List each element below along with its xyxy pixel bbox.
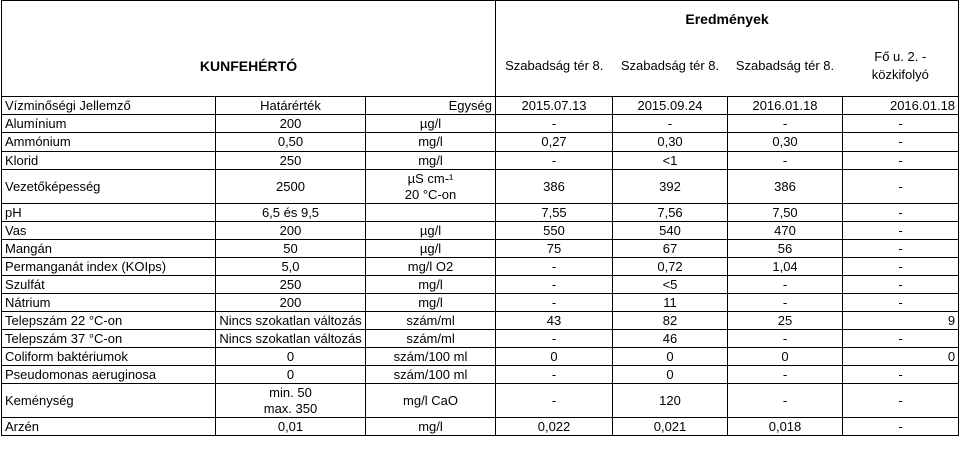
- result-value: -: [843, 418, 959, 436]
- limit-value: 250: [216, 276, 366, 294]
- location-header-1: Szabadság tér 8.: [496, 37, 613, 97]
- unit-value: mg/l: [366, 152, 496, 170]
- result-value: 392: [613, 170, 728, 204]
- parameter-name: Klorid: [2, 152, 216, 170]
- parameter-name: Telepszám 22 °C-on: [2, 312, 216, 330]
- result-value: -: [843, 115, 959, 133]
- parameter-name: Nátrium: [2, 294, 216, 312]
- limit-value: 200: [216, 222, 366, 240]
- result-value: -: [728, 366, 843, 384]
- result-value: -: [496, 152, 613, 170]
- limit-value: 0: [216, 366, 366, 384]
- result-value: 9: [843, 312, 959, 330]
- result-value: -: [728, 152, 843, 170]
- result-value: 1,04: [728, 258, 843, 276]
- unit-line-2: 20 °C-on: [404, 186, 457, 202]
- result-value: 0,72: [613, 258, 728, 276]
- result-value: 550: [496, 222, 613, 240]
- results-header: Eredmények: [496, 1, 959, 37]
- location-header-4: Fő u. 2. - közkifolyó: [843, 37, 959, 97]
- result-value: -: [496, 384, 613, 418]
- table-row: [2, 276, 959, 294]
- result-value: -: [843, 294, 959, 312]
- result-value: 0,022: [496, 418, 613, 436]
- result-value: -: [728, 276, 843, 294]
- unit-value: mg/l CaO: [366, 384, 496, 418]
- parameter-name: Coliform baktériumok: [2, 348, 216, 366]
- parameter-name: Vezetőképesség: [2, 170, 216, 204]
- limit-value: 200: [216, 115, 366, 133]
- result-value: -: [843, 258, 959, 276]
- result-value: 540: [613, 222, 728, 240]
- parameter-name: Telepszám 37 °C-on: [2, 330, 216, 348]
- result-value: -: [728, 384, 843, 418]
- result-value: 0: [613, 348, 728, 366]
- result-value: 0: [496, 348, 613, 366]
- unit-value: szám/ml: [366, 330, 496, 348]
- unit-value: mg/l: [366, 276, 496, 294]
- result-value: 75: [496, 240, 613, 258]
- result-value: 0: [613, 366, 728, 384]
- unit-line-1: µS cm-¹: [407, 170, 454, 186]
- table-row: [2, 330, 959, 348]
- table-row: [2, 294, 959, 312]
- parameter-name: pH: [2, 204, 216, 222]
- limit-value: 250: [216, 152, 366, 170]
- result-value: 0,021: [613, 418, 728, 436]
- limit-value: 50: [216, 240, 366, 258]
- limit-min: min. 50: [269, 384, 312, 400]
- result-value: -: [843, 222, 959, 240]
- unit-value: µg/l: [366, 115, 496, 133]
- unit-value: µg/l: [366, 240, 496, 258]
- result-value: 67: [613, 240, 728, 258]
- parameter-name: Alumínium: [2, 115, 216, 133]
- table-row: [2, 133, 959, 152]
- result-value: 56: [728, 240, 843, 258]
- limit-value: 0: [216, 348, 366, 366]
- unit-value: mg/l: [366, 418, 496, 436]
- limit-value: 0,50: [216, 133, 366, 152]
- result-value: -: [843, 152, 959, 170]
- parameter-name: Vas: [2, 222, 216, 240]
- result-value: 7,56: [613, 204, 728, 222]
- result-value: 0,018: [728, 418, 843, 436]
- result-value: -: [843, 366, 959, 384]
- result-value: <1: [613, 152, 728, 170]
- parameter-name: Pseudomonas aeruginosa: [2, 366, 216, 384]
- result-value: -: [496, 258, 613, 276]
- result-value: 11: [613, 294, 728, 312]
- result-value: -: [496, 276, 613, 294]
- limit-value: Nincs szokatlan változás: [216, 312, 366, 330]
- location-header-3: Szabadság tér 8.: [728, 37, 843, 97]
- result-value: -: [613, 115, 728, 133]
- unit-value: mg/l: [366, 133, 496, 152]
- limit-value: Nincs szokatlan változás: [216, 330, 366, 348]
- column-header-limit: Határérték: [216, 97, 366, 115]
- table-row: [2, 258, 959, 276]
- column-header-unit: Egység: [366, 97, 496, 115]
- result-value: -: [843, 170, 959, 204]
- parameter-name: Permanganát index (KOIps): [2, 258, 216, 276]
- result-value: 0,27: [496, 133, 613, 152]
- table-row: [2, 418, 959, 436]
- result-value: -: [843, 240, 959, 258]
- result-value: -: [843, 204, 959, 222]
- result-value: 82: [613, 312, 728, 330]
- table-row: [2, 384, 959, 418]
- location-header-2: Szabadság tér 8.: [613, 37, 728, 97]
- unit-value: szám/100 ml: [366, 348, 496, 366]
- parameter-name: Arzén: [2, 418, 216, 436]
- result-value: 120: [613, 384, 728, 418]
- table-row: [2, 240, 959, 258]
- limit-value: 200: [216, 294, 366, 312]
- site-title: KUNFEHÉRTÓ: [2, 37, 496, 97]
- limit-value: 0,01: [216, 418, 366, 436]
- limit-max: max. 350: [263, 400, 318, 416]
- parameter-name: Szulfát: [2, 276, 216, 294]
- result-value: -: [843, 276, 959, 294]
- table-row: [2, 170, 959, 204]
- column-header-date-1: 2015.07.13: [496, 97, 613, 115]
- parameter-name: Ammónium: [2, 133, 216, 152]
- table-row: [2, 152, 959, 170]
- table-row: [2, 348, 959, 366]
- result-value: -: [496, 366, 613, 384]
- table-row: [2, 222, 959, 240]
- result-value: 0,30: [613, 133, 728, 152]
- result-value: 25: [728, 312, 843, 330]
- column-header-parameter: Vízminőségi Jellemző: [2, 97, 216, 115]
- title-spacer: [2, 1, 496, 37]
- table-row: [2, 312, 959, 330]
- result-value: -: [728, 294, 843, 312]
- result-value: 43: [496, 312, 613, 330]
- column-header-date-2: 2015.09.24: [613, 97, 728, 115]
- result-value: 0: [728, 348, 843, 366]
- result-value: -: [496, 294, 613, 312]
- result-value: -: [728, 330, 843, 348]
- table-row: [2, 115, 959, 133]
- column-header-date-3: 2016.01.18: [728, 97, 843, 115]
- unit-value: szám/100 ml: [366, 366, 496, 384]
- result-value: 386: [728, 170, 843, 204]
- result-value: -: [496, 115, 613, 133]
- table-row: [2, 204, 959, 222]
- result-value: 46: [613, 330, 728, 348]
- result-value: -: [843, 384, 959, 418]
- result-value: <5: [613, 276, 728, 294]
- limit-value: [216, 384, 366, 418]
- water-quality-table: [1, 0, 959, 436]
- unit-value: mg/l: [366, 294, 496, 312]
- table-row: [2, 366, 959, 384]
- result-value: 0,30: [728, 133, 843, 152]
- result-value: 470: [728, 222, 843, 240]
- result-value: -: [728, 115, 843, 133]
- limit-value: 2500: [216, 170, 366, 204]
- result-value: 7,55: [496, 204, 613, 222]
- result-value: -: [496, 330, 613, 348]
- result-value: -: [843, 133, 959, 152]
- result-value: 7,50: [728, 204, 843, 222]
- unit-value: szám/ml: [366, 312, 496, 330]
- result-value: 0: [843, 348, 959, 366]
- limit-value: 6,5 és 9,5: [216, 204, 366, 222]
- unit-value: µg/l: [366, 222, 496, 240]
- unit-value: [366, 204, 496, 222]
- unit-value: mg/l O2: [366, 258, 496, 276]
- result-value: 386: [496, 170, 613, 204]
- parameter-name: Mangán: [2, 240, 216, 258]
- unit-value: [366, 170, 496, 204]
- limit-value: 5,0: [216, 258, 366, 276]
- parameter-name: Keménység: [2, 384, 216, 418]
- result-value: -: [843, 330, 959, 348]
- column-header-date-4: 2016.01.18: [843, 97, 959, 115]
